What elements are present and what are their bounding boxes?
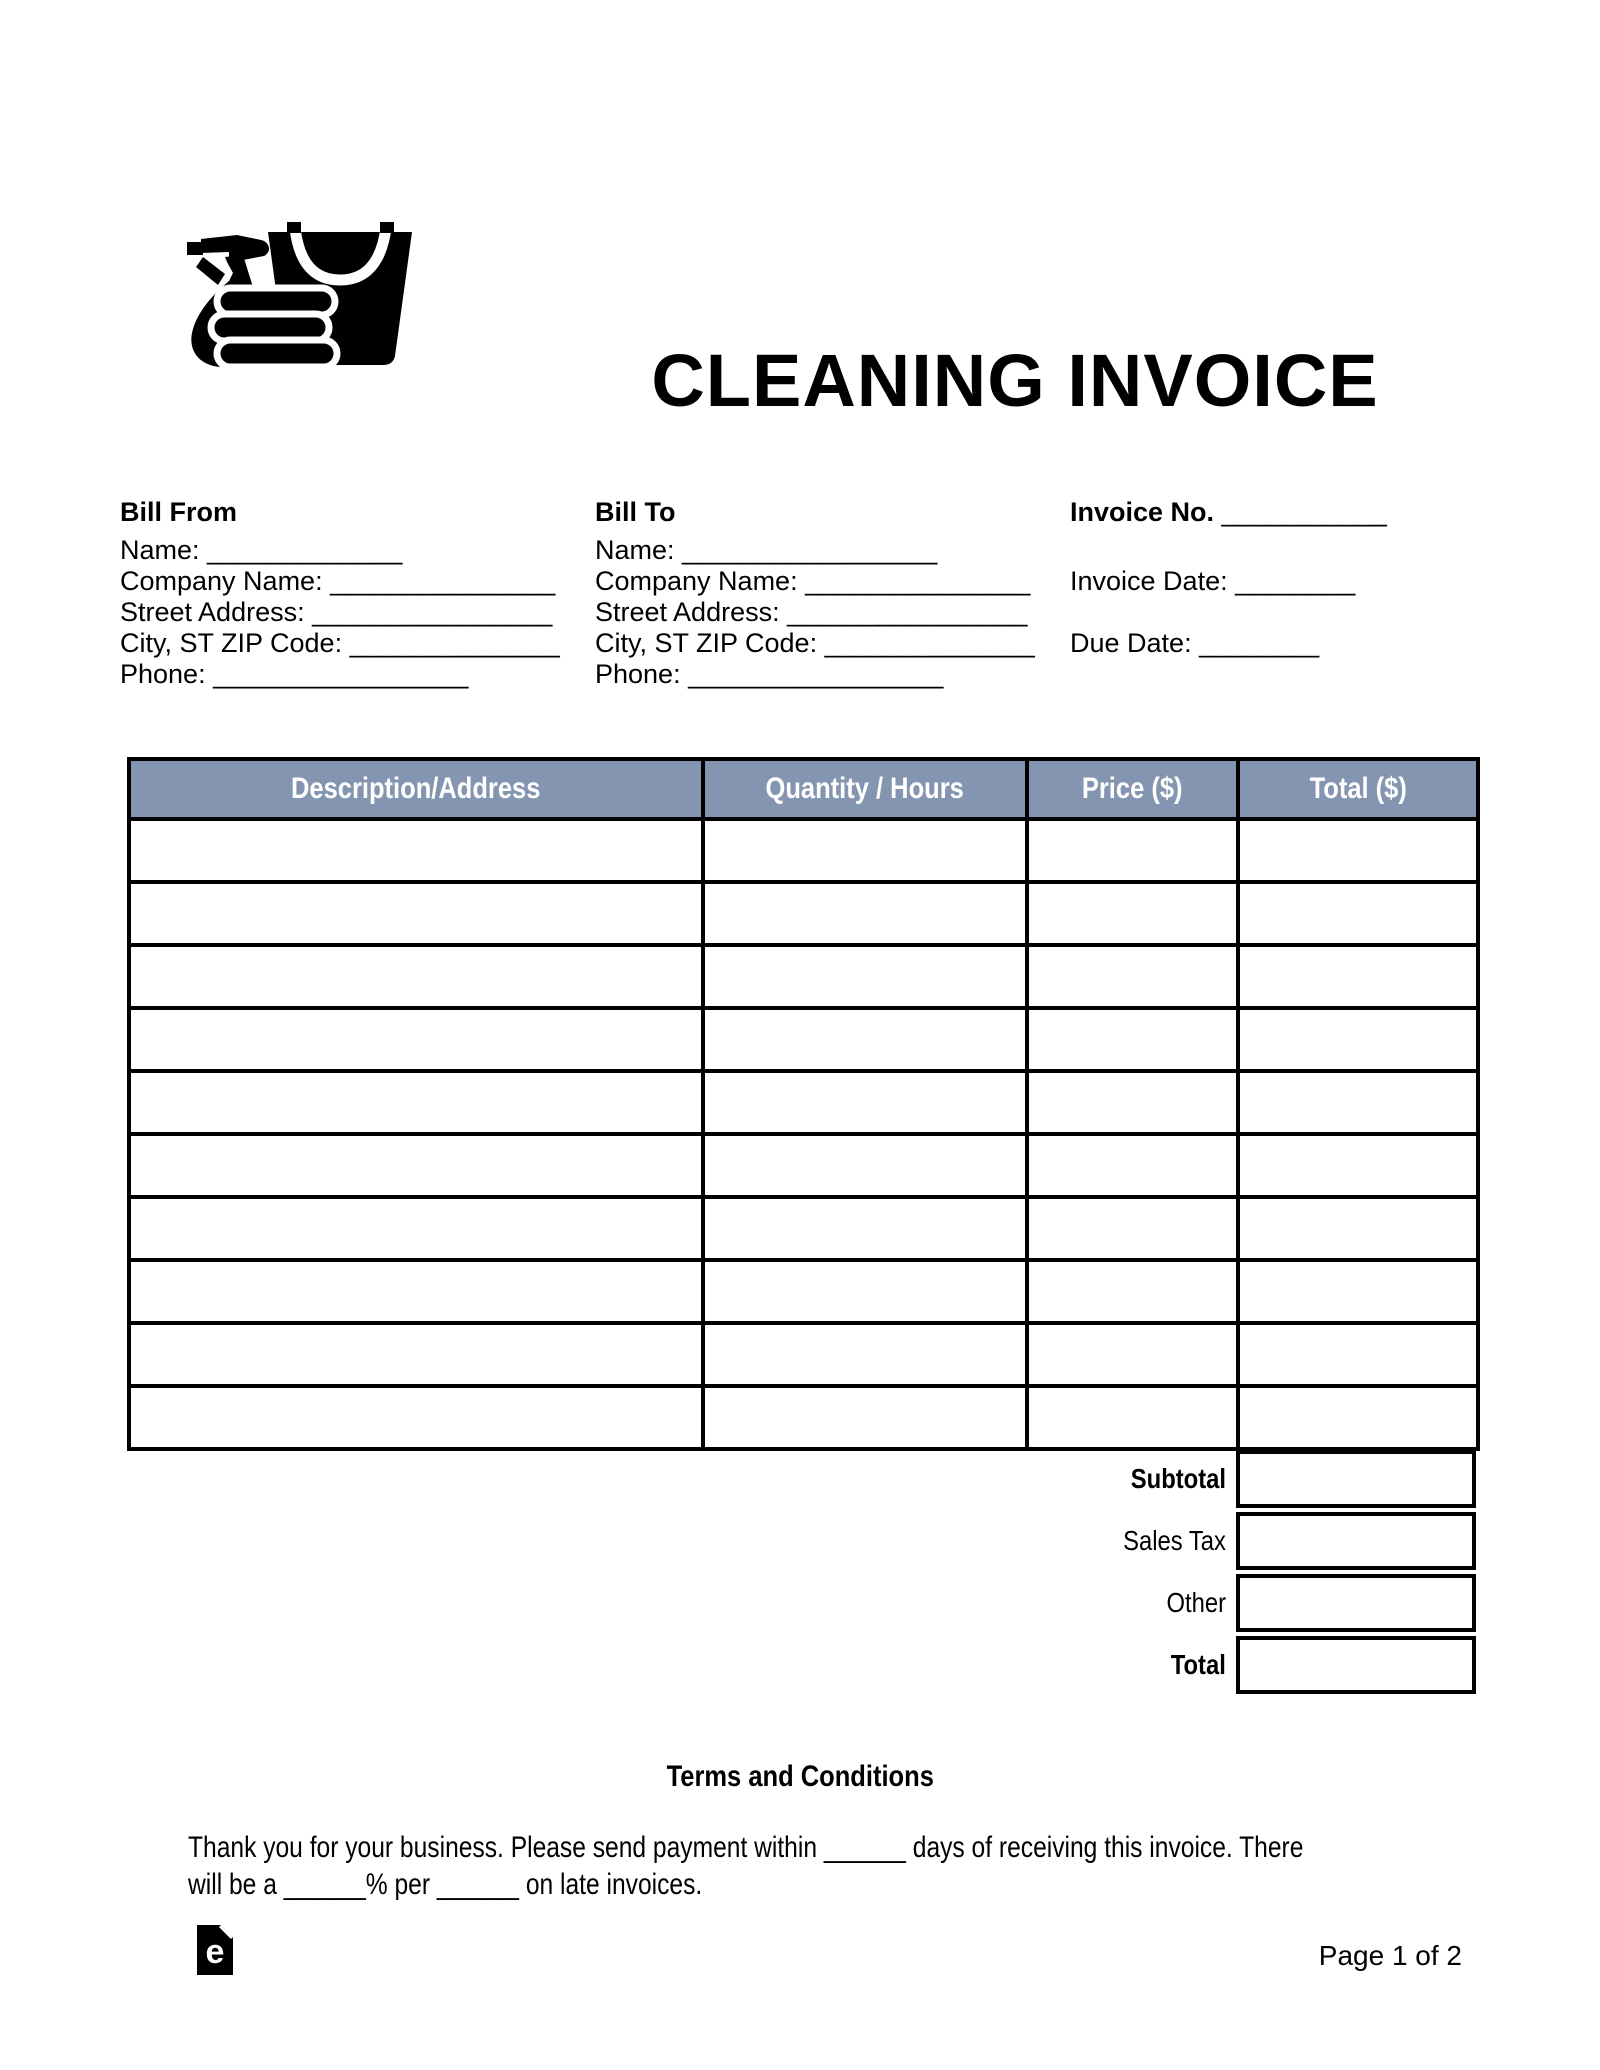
other-value-box[interactable] (1236, 1574, 1476, 1632)
bill-to-section (595, 497, 1055, 690)
invoice-number-field[interactable] (1070, 497, 1490, 528)
table-cell[interactable] (129, 1008, 703, 1071)
sales-tax-label: Sales Tax (1123, 1525, 1226, 1556)
column-header-total: Total ($) (1238, 759, 1478, 819)
bill-from-company-field[interactable]: Company Name: _______________ (120, 566, 556, 596)
table-cell[interactable] (129, 1260, 703, 1323)
table-cell[interactable] (129, 1386, 703, 1449)
table-cell[interactable] (1027, 1386, 1238, 1449)
table-row (129, 1071, 1478, 1134)
invoice-number-blank[interactable]: ___________ (1214, 497, 1387, 527)
table-row (129, 1386, 1478, 1449)
table-cell[interactable] (1027, 1197, 1238, 1260)
bill-to-heading: Bill To (595, 497, 676, 527)
table-row (129, 1134, 1478, 1197)
page-title: CLEANING INVOICE (651, 339, 1379, 422)
table-cell[interactable] (1027, 1260, 1238, 1323)
table-header-row (129, 759, 1478, 819)
table-cell[interactable] (703, 1134, 1027, 1197)
table-row (129, 1008, 1478, 1071)
other-label: Other (1166, 1587, 1226, 1618)
invoice-date-field[interactable]: Invoice Date: ________ (1070, 566, 1356, 596)
table-cell[interactable] (129, 1134, 703, 1197)
table-cell[interactable] (1027, 1134, 1238, 1197)
table-cell[interactable] (129, 1071, 703, 1134)
invoice-number-label: Invoice No. (1070, 497, 1215, 527)
total-value-box[interactable] (1236, 1636, 1476, 1694)
table-cell[interactable] (129, 882, 703, 945)
table-cell[interactable] (129, 1323, 703, 1386)
table-row (129, 819, 1478, 882)
table-cell[interactable] (1238, 945, 1478, 1008)
table-cell[interactable] (703, 1260, 1027, 1323)
table-cell[interactable] (703, 945, 1027, 1008)
table-row (129, 1197, 1478, 1260)
column-header-price: Price ($) (1027, 759, 1238, 819)
table-cell[interactable] (1238, 882, 1478, 945)
column-header-description: Description/Address (129, 759, 703, 819)
table-cell[interactable] (1238, 1197, 1478, 1260)
bill-to-name-field[interactable]: Name: _________________ (595, 535, 938, 565)
bill-to-phone-field[interactable]: Phone: _________________ (595, 659, 944, 689)
column-header-quantity: Quantity / Hours (703, 759, 1027, 819)
subtotal-value-box[interactable] (1236, 1450, 1476, 1508)
eforms-logo-letter: e (205, 1933, 225, 1971)
line-items-table (127, 757, 1480, 1451)
table-cell[interactable] (1027, 819, 1238, 882)
sales-tax-value-box[interactable] (1236, 1512, 1476, 1570)
table-cell[interactable] (703, 1071, 1027, 1134)
bill-to-street-field[interactable]: Street Address: ________________ (595, 597, 1028, 627)
table-cell[interactable] (1238, 1071, 1478, 1134)
table-cell[interactable] (1238, 1134, 1478, 1197)
table-cell[interactable] (703, 1386, 1027, 1449)
table-cell[interactable] (1238, 1008, 1478, 1071)
due-date-field[interactable]: Due Date: ________ (1070, 628, 1320, 658)
table-cell[interactable] (703, 1008, 1027, 1071)
bill-from-heading: Bill From (120, 497, 238, 527)
table-row (129, 882, 1478, 945)
terms-heading: Terms and Conditions (666, 1760, 934, 1793)
table-cell[interactable] (1238, 1260, 1478, 1323)
terms-text-line-2: will be a ______% per ______ on late invoices. (188, 1868, 703, 1901)
table-cell[interactable] (129, 945, 703, 1008)
bill-from-city-field[interactable]: City, ST ZIP Code: ______________ (120, 628, 560, 658)
table-row (129, 1260, 1478, 1323)
table-cell[interactable] (1027, 1008, 1238, 1071)
table-row (129, 1323, 1478, 1386)
table-cell[interactable] (1238, 819, 1478, 882)
cleaning-supplies-icon (187, 222, 415, 370)
page-number: Page 1 of 2 (1318, 1940, 1462, 1971)
invoice-meta-section (1070, 497, 1490, 659)
table-cell[interactable] (1027, 1071, 1238, 1134)
table-cell[interactable] (129, 1197, 703, 1260)
bill-from-section (120, 497, 580, 690)
bill-from-street-field[interactable]: Street Address: ________________ (120, 597, 553, 627)
table-cell[interactable] (1238, 1323, 1478, 1386)
line-items-table-body (129, 819, 1478, 1449)
table-cell[interactable] (1027, 882, 1238, 945)
table-cell[interactable] (703, 1197, 1027, 1260)
bill-to-company-field[interactable]: Company Name: _______________ (595, 566, 1031, 596)
table-cell[interactable] (129, 819, 703, 882)
bill-to-city-field[interactable]: City, ST ZIP Code: ______________ (595, 628, 1035, 658)
eforms-page-icon (197, 1925, 233, 1975)
subtotal-label: Subtotal (1130, 1463, 1226, 1494)
table-cell[interactable] (703, 819, 1027, 882)
table-cell[interactable] (1238, 1386, 1478, 1449)
table-row (129, 945, 1478, 1008)
bill-from-name-field[interactable]: Name: _____________ (120, 535, 403, 565)
table-cell[interactable] (703, 882, 1027, 945)
terms-text-line-1: Thank you for your business. Please send payment within ______ days of receiving this invoice. There (188, 1831, 1304, 1864)
table-cell[interactable] (1027, 945, 1238, 1008)
total-label: Total (1170, 1649, 1226, 1680)
bill-from-phone-field[interactable]: Phone: _________________ (120, 659, 469, 689)
table-cell[interactable] (1027, 1323, 1238, 1386)
table-cell[interactable] (703, 1323, 1027, 1386)
